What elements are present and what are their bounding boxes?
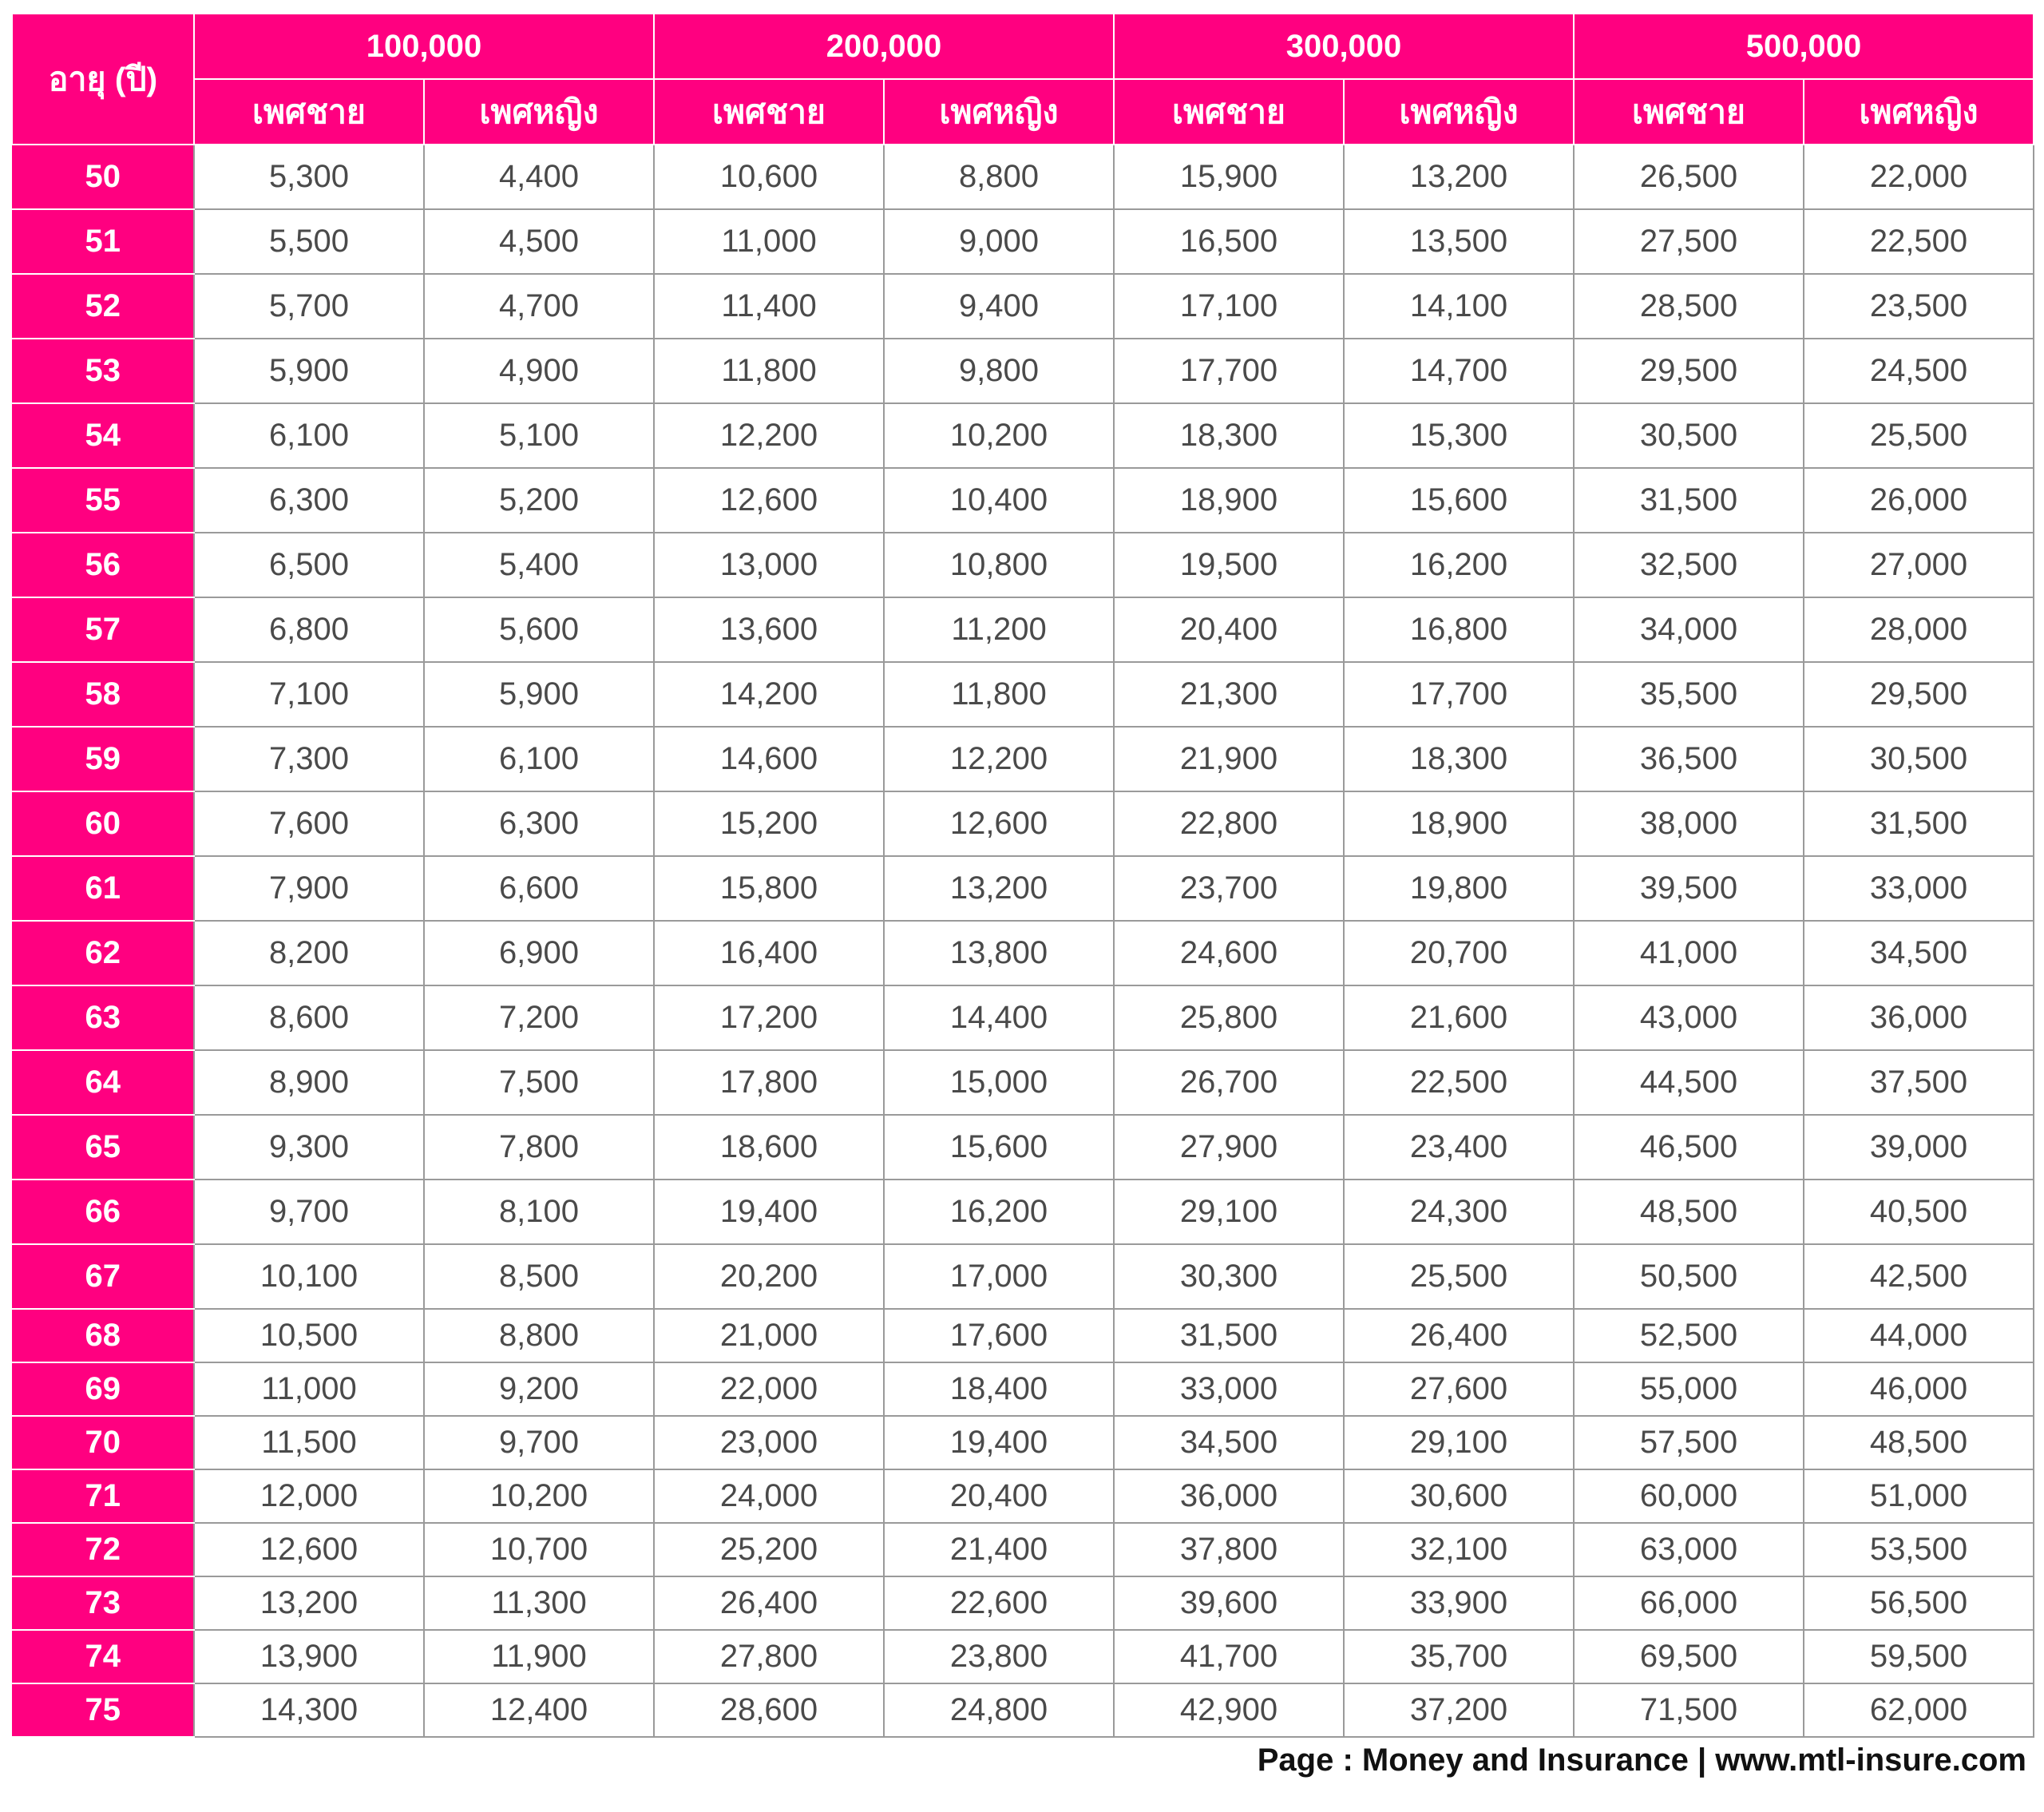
- premium-cell: 46,500: [1574, 1115, 1804, 1180]
- premium-cell: 17,700: [1344, 662, 1574, 727]
- premium-cell: 12,200: [654, 403, 884, 468]
- premium-cell: 26,400: [654, 1576, 884, 1630]
- gender-header-male: เพศชาย: [1574, 79, 1804, 145]
- table-row: [12, 856, 2034, 921]
- premium-cell: 8,200: [194, 921, 424, 985]
- premium-cell: 14,400: [884, 985, 1114, 1050]
- table-row: [12, 1523, 2034, 1576]
- sum-insured-header: 200,000: [654, 14, 1114, 79]
- premium-cell: 21,400: [884, 1523, 1114, 1576]
- premium-cell: 21,900: [1114, 727, 1344, 791]
- premium-cell: 30,600: [1344, 1469, 1574, 1523]
- premium-cell: 22,500: [1344, 1050, 1574, 1115]
- premium-cell: 17,200: [654, 985, 884, 1050]
- premium-cell: 22,500: [1804, 209, 2034, 274]
- premium-cell: 26,400: [1344, 1309, 1574, 1362]
- premium-cell: 7,500: [424, 1050, 654, 1115]
- premium-cell: 36,000: [1114, 1469, 1344, 1523]
- premium-rate-table: [11, 13, 2034, 1738]
- premium-cell: 52,500: [1574, 1309, 1804, 1362]
- gender-header-male: เพศชาย: [654, 79, 884, 145]
- age-cell: 61: [12, 856, 194, 921]
- premium-cell: 25,500: [1804, 403, 2034, 468]
- table-row: [12, 533, 2034, 597]
- premium-cell: 13,200: [194, 1576, 424, 1630]
- gender-header-female: เพศหญิง: [1804, 79, 2034, 145]
- premium-cell: 11,000: [194, 1362, 424, 1416]
- table-row: [12, 727, 2034, 791]
- premium-cell: 10,700: [424, 1523, 654, 1576]
- table-row: [12, 1050, 2034, 1115]
- table-row: [12, 1362, 2034, 1416]
- premium-cell: 29,100: [1114, 1180, 1344, 1244]
- table-row: [12, 1309, 2034, 1362]
- premium-cell: 44,500: [1574, 1050, 1804, 1115]
- premium-cell: 66,000: [1574, 1576, 1804, 1630]
- premium-cell: 4,400: [424, 145, 654, 209]
- premium-cell: 9,700: [424, 1416, 654, 1469]
- premium-cell: 6,100: [194, 403, 424, 468]
- premium-cell: 10,500: [194, 1309, 424, 1362]
- premium-cell: 41,700: [1114, 1630, 1344, 1683]
- premium-cell: 31,500: [1804, 791, 2034, 856]
- premium-cell: 4,500: [424, 209, 654, 274]
- age-cell: 52: [12, 274, 194, 339]
- premium-cell: 32,100: [1344, 1523, 1574, 1576]
- premium-cell: 5,400: [424, 533, 654, 597]
- premium-cell: 9,400: [884, 274, 1114, 339]
- premium-cell: 9,700: [194, 1180, 424, 1244]
- premium-cell: 13,500: [1344, 209, 1574, 274]
- premium-cell: 14,600: [654, 727, 884, 791]
- premium-cell: 24,300: [1344, 1180, 1574, 1244]
- premium-cell: 43,000: [1574, 985, 1804, 1050]
- table-row: [12, 1416, 2034, 1469]
- premium-cell: 9,800: [884, 339, 1114, 403]
- premium-cell: 10,800: [884, 533, 1114, 597]
- gender-header-male: เพศชาย: [194, 79, 424, 145]
- premium-cell: 22,000: [1804, 145, 2034, 209]
- premium-cell: 18,600: [654, 1115, 884, 1180]
- premium-cell: 42,500: [1804, 1244, 2034, 1309]
- table-row: [12, 921, 2034, 985]
- footer-credit: Page : Money and Insurance | www.mtl-insure.com: [1257, 1743, 2026, 1778]
- premium-cell: 35,700: [1344, 1630, 1574, 1683]
- premium-cell: 8,800: [424, 1309, 654, 1362]
- premium-cell: 44,000: [1804, 1309, 2034, 1362]
- premium-cell: 24,500: [1804, 339, 2034, 403]
- premium-cell: 18,300: [1114, 403, 1344, 468]
- premium-cell: 11,000: [654, 209, 884, 274]
- table-row: [12, 1469, 2034, 1523]
- premium-cell: 16,400: [654, 921, 884, 985]
- premium-cell: 8,100: [424, 1180, 654, 1244]
- age-cell: 62: [12, 921, 194, 985]
- premium-cell: 9,200: [424, 1362, 654, 1416]
- premium-cell: 33,000: [1114, 1362, 1344, 1416]
- premium-cell: 6,100: [424, 727, 654, 791]
- premium-cell: 6,900: [424, 921, 654, 985]
- premium-cell: 30,500: [1574, 403, 1804, 468]
- premium-cell: 4,900: [424, 339, 654, 403]
- age-cell: 51: [12, 209, 194, 274]
- age-cell: 74: [12, 1630, 194, 1683]
- premium-cell: 25,800: [1114, 985, 1344, 1050]
- premium-cell: 26,700: [1114, 1050, 1344, 1115]
- premium-cell: 31,500: [1114, 1309, 1344, 1362]
- age-cell: 68: [12, 1309, 194, 1362]
- age-cell: 58: [12, 662, 194, 727]
- premium-cell: 10,600: [654, 145, 884, 209]
- premium-cell: 13,200: [884, 856, 1114, 921]
- premium-cell: 6,500: [194, 533, 424, 597]
- premium-cell: 23,000: [654, 1416, 884, 1469]
- table-header: [12, 14, 2034, 145]
- premium-cell: 17,100: [1114, 274, 1344, 339]
- premium-cell: 11,800: [654, 339, 884, 403]
- premium-cell: 10,200: [884, 403, 1114, 468]
- premium-cell: 18,900: [1114, 468, 1344, 533]
- premium-cell: 29,500: [1574, 339, 1804, 403]
- premium-cell: 38,000: [1574, 791, 1804, 856]
- premium-cell: 57,500: [1574, 1416, 1804, 1469]
- gender-header-male: เพศชาย: [1114, 79, 1344, 145]
- table-row: [12, 468, 2034, 533]
- age-cell: 65: [12, 1115, 194, 1180]
- premium-cell: 25,200: [654, 1523, 884, 1576]
- premium-cell: 27,900: [1114, 1115, 1344, 1180]
- sum-insured-header-row: [12, 14, 2034, 79]
- premium-cell: 32,500: [1574, 533, 1804, 597]
- age-cell: 66: [12, 1180, 194, 1244]
- premium-cell: 56,500: [1804, 1576, 2034, 1630]
- premium-cell: 28,600: [654, 1683, 884, 1737]
- premium-cell: 21,600: [1344, 985, 1574, 1050]
- premium-cell: 21,300: [1114, 662, 1344, 727]
- premium-cell: 4,700: [424, 274, 654, 339]
- premium-cell: 15,900: [1114, 145, 1344, 209]
- premium-cell: 39,600: [1114, 1576, 1344, 1630]
- premium-cell: 55,000: [1574, 1362, 1804, 1416]
- premium-cell: 34,000: [1574, 597, 1804, 662]
- age-cell: 71: [12, 1469, 194, 1523]
- premium-cell: 34,500: [1114, 1416, 1344, 1469]
- premium-cell: 19,400: [884, 1416, 1114, 1469]
- table-row: [12, 597, 2034, 662]
- premium-cell: 27,500: [1574, 209, 1804, 274]
- premium-cell: 48,500: [1804, 1416, 2034, 1469]
- premium-cell: 15,600: [1344, 468, 1574, 533]
- premium-cell: 10,200: [424, 1469, 654, 1523]
- premium-cell: 23,400: [1344, 1115, 1574, 1180]
- premium-cell: 5,200: [424, 468, 654, 533]
- premium-cell: 17,800: [654, 1050, 884, 1115]
- premium-cell: 15,600: [884, 1115, 1114, 1180]
- premium-cell: 14,200: [654, 662, 884, 727]
- premium-cell: 5,500: [194, 209, 424, 274]
- premium-cell: 25,500: [1344, 1244, 1574, 1309]
- premium-cell: 8,900: [194, 1050, 424, 1115]
- premium-cell: 51,000: [1804, 1469, 2034, 1523]
- premium-cell: 14,100: [1344, 274, 1574, 339]
- sum-insured-header: 500,000: [1574, 14, 2034, 79]
- premium-cell: 8,500: [424, 1244, 654, 1309]
- table-body: [12, 145, 2034, 1737]
- premium-cell: 17,000: [884, 1244, 1114, 1309]
- premium-cell: 20,200: [654, 1244, 884, 1309]
- premium-cell: 18,900: [1344, 791, 1574, 856]
- premium-cell: 22,800: [1114, 791, 1344, 856]
- premium-cell: 12,000: [194, 1469, 424, 1523]
- premium-cell: 5,600: [424, 597, 654, 662]
- premium-cell: 13,800: [884, 921, 1114, 985]
- table-row: [12, 339, 2034, 403]
- premium-cell: 28,000: [1804, 597, 2034, 662]
- premium-cell: 63,000: [1574, 1523, 1804, 1576]
- premium-cell: 35,500: [1574, 662, 1804, 727]
- premium-cell: 12,400: [424, 1683, 654, 1737]
- premium-cell: 59,500: [1804, 1630, 2034, 1683]
- premium-cell: 14,300: [194, 1683, 424, 1737]
- premium-cell: 20,700: [1344, 921, 1574, 985]
- premium-cell: 16,200: [1344, 533, 1574, 597]
- premium-cell: 16,800: [1344, 597, 1574, 662]
- premium-cell: 26,000: [1804, 468, 2034, 533]
- premium-cell: 17,700: [1114, 339, 1344, 403]
- age-cell: 59: [12, 727, 194, 791]
- age-cell: 75: [12, 1683, 194, 1737]
- premium-cell: 19,400: [654, 1180, 884, 1244]
- premium-cell: 23,700: [1114, 856, 1344, 921]
- premium-cell: 6,600: [424, 856, 654, 921]
- gender-header-row: [12, 79, 2034, 145]
- premium-cell: 34,500: [1804, 921, 2034, 985]
- premium-cell: 14,700: [1344, 339, 1574, 403]
- premium-cell: 71,500: [1574, 1683, 1804, 1737]
- premium-cell: 29,500: [1804, 662, 2034, 727]
- premium-cell: 26,500: [1574, 145, 1804, 209]
- sum-insured-header: 300,000: [1114, 14, 1574, 79]
- premium-cell: 5,900: [424, 662, 654, 727]
- premium-cell: 31,500: [1574, 468, 1804, 533]
- age-cell: 57: [12, 597, 194, 662]
- premium-cell: 10,400: [884, 468, 1114, 533]
- premium-cell: 27,600: [1344, 1362, 1574, 1416]
- gender-header-female: เพศหญิง: [884, 79, 1114, 145]
- table-row: [12, 1180, 2034, 1244]
- premium-cell: 13,600: [654, 597, 884, 662]
- premium-cell: 23,800: [884, 1630, 1114, 1683]
- age-cell: 60: [12, 791, 194, 856]
- premium-cell: 7,100: [194, 662, 424, 727]
- premium-cell: 6,300: [424, 791, 654, 856]
- age-cell: 73: [12, 1576, 194, 1630]
- premium-cell: 37,800: [1114, 1523, 1344, 1576]
- premium-cell: 29,100: [1344, 1416, 1574, 1469]
- premium-cell: 5,900: [194, 339, 424, 403]
- premium-cell: 50,500: [1574, 1244, 1804, 1309]
- premium-cell: 5,100: [424, 403, 654, 468]
- age-cell: 63: [12, 985, 194, 1050]
- premium-cell: 7,600: [194, 791, 424, 856]
- premium-cell: 18,300: [1344, 727, 1574, 791]
- premium-cell: 60,000: [1574, 1469, 1804, 1523]
- premium-cell: 12,600: [194, 1523, 424, 1576]
- premium-cell: 22,600: [884, 1576, 1114, 1630]
- premium-cell: 36,000: [1804, 985, 2034, 1050]
- premium-cell: 13,000: [654, 533, 884, 597]
- premium-cell: 5,300: [194, 145, 424, 209]
- premium-cell: 46,000: [1804, 1362, 2034, 1416]
- premium-cell: 7,200: [424, 985, 654, 1050]
- table-row: [12, 209, 2034, 274]
- premium-cell: 69,500: [1574, 1630, 1804, 1683]
- premium-cell: 18,400: [884, 1362, 1114, 1416]
- premium-cell: 12,600: [884, 791, 1114, 856]
- table-row: [12, 662, 2034, 727]
- premium-cell: 6,800: [194, 597, 424, 662]
- premium-cell: 12,600: [654, 468, 884, 533]
- table-row: [12, 1576, 2034, 1630]
- premium-cell: 24,800: [884, 1683, 1114, 1737]
- table-row: [12, 985, 2034, 1050]
- premium-cell: 15,800: [654, 856, 884, 921]
- age-cell: 53: [12, 339, 194, 403]
- premium-cell: 15,300: [1344, 403, 1574, 468]
- age-cell: 69: [12, 1362, 194, 1416]
- premium-cell: 41,000: [1574, 921, 1804, 985]
- premium-cell: 19,800: [1344, 856, 1574, 921]
- table-row: [12, 1244, 2034, 1309]
- premium-cell: 15,000: [884, 1050, 1114, 1115]
- premium-cell: 10,100: [194, 1244, 424, 1309]
- premium-cell: 23,500: [1804, 274, 2034, 339]
- premium-cell: 20,400: [1114, 597, 1344, 662]
- table-row: [12, 145, 2034, 209]
- premium-cell: 16,200: [884, 1180, 1114, 1244]
- premium-cell: 30,300: [1114, 1244, 1344, 1309]
- premium-cell: 53,500: [1804, 1523, 2034, 1576]
- premium-cell: 7,800: [424, 1115, 654, 1180]
- premium-cell: 5,700: [194, 274, 424, 339]
- premium-cell: 9,300: [194, 1115, 424, 1180]
- gender-header-female: เพศหญิง: [1344, 79, 1574, 145]
- premium-cell: 6,300: [194, 468, 424, 533]
- premium-cell: 27,800: [654, 1630, 884, 1683]
- premium-cell: 36,500: [1574, 727, 1804, 791]
- premium-cell: 62,000: [1804, 1683, 2034, 1737]
- premium-cell: 8,800: [884, 145, 1114, 209]
- age-cell: 70: [12, 1416, 194, 1469]
- gender-header-female: เพศหญิง: [424, 79, 654, 145]
- premium-cell: 7,900: [194, 856, 424, 921]
- premium-cell: 48,500: [1574, 1180, 1804, 1244]
- premium-cell: 13,200: [1344, 145, 1574, 209]
- age-cell: 64: [12, 1050, 194, 1115]
- premium-cell: 19,500: [1114, 533, 1344, 597]
- age-cell: 55: [12, 468, 194, 533]
- table-row: [12, 791, 2034, 856]
- age-column-header: อายุ (ปี): [12, 14, 194, 145]
- premium-cell: 27,000: [1804, 533, 2034, 597]
- premium-cell: 39,500: [1574, 856, 1804, 921]
- premium-cell: 11,900: [424, 1630, 654, 1683]
- table-row: [12, 1115, 2034, 1180]
- premium-cell: 37,200: [1344, 1683, 1574, 1737]
- premium-cell: 15,200: [654, 791, 884, 856]
- table-row: [12, 1683, 2034, 1737]
- premium-cell: 28,500: [1574, 274, 1804, 339]
- premium-cell: 12,200: [884, 727, 1114, 791]
- age-cell: 54: [12, 403, 194, 468]
- premium-cell: 20,400: [884, 1469, 1114, 1523]
- premium-cell: 33,000: [1804, 856, 2034, 921]
- age-cell: 67: [12, 1244, 194, 1309]
- premium-cell: 21,000: [654, 1309, 884, 1362]
- age-cell: 56: [12, 533, 194, 597]
- table-row: [12, 274, 2034, 339]
- premium-cell: 11,200: [884, 597, 1114, 662]
- premium-cell: 11,400: [654, 274, 884, 339]
- age-cell: 50: [12, 145, 194, 209]
- premium-cell: 16,500: [1114, 209, 1344, 274]
- premium-cell: 9,000: [884, 209, 1114, 274]
- premium-cell: 42,900: [1114, 1683, 1344, 1737]
- premium-cell: 30,500: [1804, 727, 2034, 791]
- premium-cell: 37,500: [1804, 1050, 2034, 1115]
- premium-cell: 17,600: [884, 1309, 1114, 1362]
- premium-cell: 11,500: [194, 1416, 424, 1469]
- premium-cell: 24,000: [654, 1469, 884, 1523]
- premium-cell: 11,300: [424, 1576, 654, 1630]
- premium-cell: 13,900: [194, 1630, 424, 1683]
- premium-cell: 39,000: [1804, 1115, 2034, 1180]
- premium-cell: 24,600: [1114, 921, 1344, 985]
- premium-cell: 8,600: [194, 985, 424, 1050]
- table-row: [12, 403, 2034, 468]
- age-cell: 72: [12, 1523, 194, 1576]
- premium-cell: 40,500: [1804, 1180, 2034, 1244]
- sum-insured-header: 100,000: [194, 14, 654, 79]
- premium-cell: 33,900: [1344, 1576, 1574, 1630]
- premium-cell: 22,000: [654, 1362, 884, 1416]
- premium-cell: 7,300: [194, 727, 424, 791]
- table-row: [12, 1630, 2034, 1683]
- premium-cell: 11,800: [884, 662, 1114, 727]
